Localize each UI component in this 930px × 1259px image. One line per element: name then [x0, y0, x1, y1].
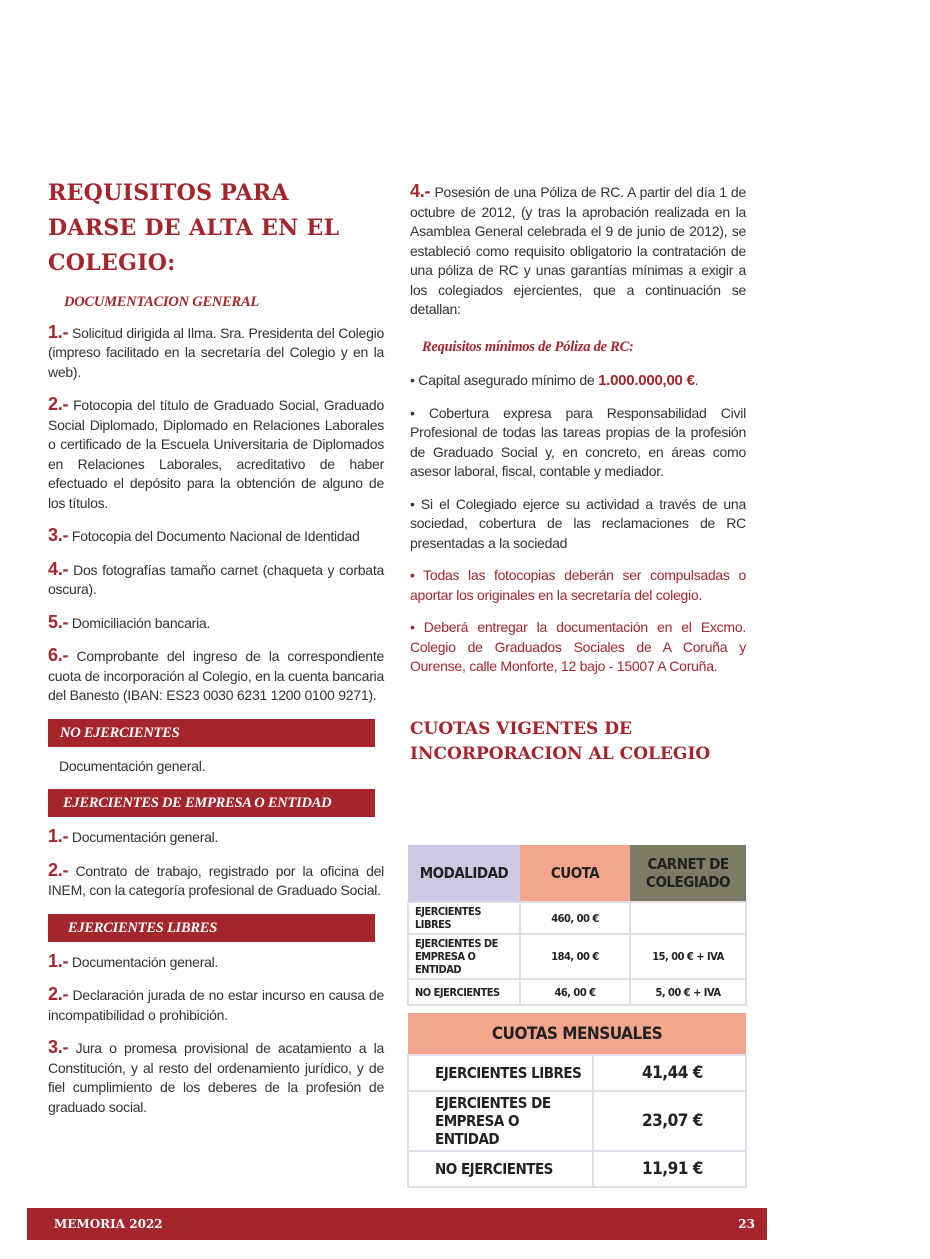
right-column	[410, 182, 746, 767]
list-item: 2.- Declaración jurada de no estar incurso en causa de incompatibilidad o prohibición.	[48, 984, 384, 1023]
table-row	[408, 979, 746, 1005]
table-row	[408, 1055, 746, 1091]
list-item: 1.- Documentación general.	[48, 826, 219, 846]
cell: 15, 00 € + IVA	[630, 934, 746, 979]
list-item: 1.- Documentación general.	[48, 950, 219, 971]
section-bar-empresa: EJERCIENTES DE EMPRESA O ENTIDAD	[48, 789, 375, 817]
left-column	[48, 176, 384, 1117]
cell: EJERCIENTES LIBRES	[408, 1055, 593, 1091]
page-number: 23	[738, 1217, 755, 1231]
header-cuotas-mensuales: CUOTAS MENSUALES	[408, 1013, 746, 1055]
header-cuota: CUOTA	[520, 845, 630, 902]
cuotas-title: CUOTAS VIGENTES DE INCORPORACION AL COLEGIO	[410, 718, 711, 764]
rc-sociedad: • Si el Colegiado ejerce su actividad a través de una sociedad, cobertura de las reclamaciones de RC presentadas a la sociedad	[410, 495, 746, 551]
page-title: REQUISITOS PARA DARSE DE ALTA EN EL COLEGIO:	[48, 180, 340, 276]
note-entregar: • Deberá entregar la documentación en el Excmo. Colegio de Graduados Sociales de A Coruña y Ourense, calle Monforte, 12 bajo - 15007 A Coruña.	[410, 619, 746, 674]
rc-capital: • Capital asegurado mínimo de 1.000.000,00 €.	[410, 372, 699, 389]
cell: 184, 00 €	[520, 934, 630, 979]
section-doc-general: DOCUMENTACION GENERAL	[64, 294, 259, 310]
table-header	[408, 845, 746, 902]
cell	[630, 902, 746, 934]
header-modalidad: MODALIDAD	[408, 845, 520, 902]
list-item: 2.- Contrato de trabajo, registrado por la oficina del INEM, con la categoría profesional de Graduado Social.	[48, 859, 384, 898]
table-row	[408, 934, 746, 979]
cell: NO EJERCIENTES	[408, 979, 520, 1005]
cell: NO EJERCIENTES	[408, 1151, 593, 1187]
cell: 46, 00 €	[520, 979, 630, 1005]
monthly-fees-table	[407, 1013, 747, 1188]
list-item: 2.- Fotocopia del título de Graduado Social, Graduado Social Diplomado, Diplomado en Relaciones Laborales o certificado de la Escuela Universitaria de Diplomados en Relaciones Laborales, acreditativo de haber efectuado el depósito para la obtención de alguno de los títulos.	[48, 394, 385, 511]
list-item: 4.- Dos fotografías tamaño carnet (chaqueta y corbata oscura).	[48, 558, 384, 597]
table-row	[408, 1091, 746, 1151]
table-header	[408, 1013, 746, 1055]
cell: EJERCIENTES LIBRES	[408, 902, 520, 934]
list-item: 1.- Solicitud dirigida al Ilma. Sra. Presidenta del Colegio (impreso facilitado en la secretaría del Colegio y en la web).	[48, 321, 385, 380]
rc-intro: 4.- Posesión de una Póliza de RC. A partir del día 1 de octubre de 2012, (y tras la aprobación realizada en la Asamblea General celebrada el 9 de junio de 2012), se estableció como requisito obligatorio la contratación de una póliza de RC y unas garantías mínimas a exigir a los colegiados ejercientes, que a continuación se detallan:	[410, 181, 746, 317]
rc-requirements-title: Requisitos mínimos de Póliza de RC:	[422, 338, 634, 355]
section-bar-no-ejercientes: NO EJERCIENTES	[48, 719, 375, 747]
header-carnet: CARNET DE COLEGIADO	[630, 845, 746, 902]
table-row	[408, 902, 746, 934]
list-item: 6.- Comprobante del ingreso de la correspondiente cuota de incorporación al Colegio, en la cuenta bancaria del Banesto (IBAN: ES23 0030 6231 1200 0100 9271).	[48, 645, 385, 703]
list-item: 3.- Fotocopia del Documento Nacional de Identidad	[48, 525, 360, 545]
list-item: 3.- Jura o promesa provisional de acatamiento a la Constitución, y al resto del ordenamiento jurídico, y de fiel cumplimiento de los deberes de la profesión de graduado social.	[48, 1037, 385, 1115]
cell: 11,91 €	[593, 1151, 746, 1187]
cell: EJERCIENTES DE EMPRESA O ENTIDAD	[408, 1091, 593, 1151]
no-ejercientes-text: Documentación general.	[59, 757, 206, 774]
section-bar-libres: EJERCIENTES LIBRES	[48, 914, 375, 942]
cell: 23,07 €	[593, 1091, 746, 1151]
cell: 460, 00 €	[520, 902, 630, 934]
rc-cobertura: • Cobertura expresa para Responsabilidad Civil Profesional de todas las tareas propias de la profesión de Graduado Social y, en concreto, en áreas como asesor laboral, fiscal, contable y mediador.	[410, 404, 746, 479]
list-item: 5.- Domiciliación bancaria.	[48, 611, 211, 632]
note-fotocopias: • Todas las fotocopias deberán ser compulsadas o aportar los originales en la secretaría del colegio.	[410, 567, 746, 603]
cell: 5, 00 € + IVA	[630, 979, 746, 1005]
cell: EJERCIENTES DE EMPRESA O ENTIDAD	[408, 934, 520, 979]
footer-bar	[27, 1208, 767, 1240]
table-row	[408, 1151, 746, 1187]
incorporation-fees-table	[407, 845, 747, 1006]
footer-title: MEMORIA 2022	[54, 1217, 163, 1231]
cell: 41,44 €	[593, 1055, 746, 1091]
